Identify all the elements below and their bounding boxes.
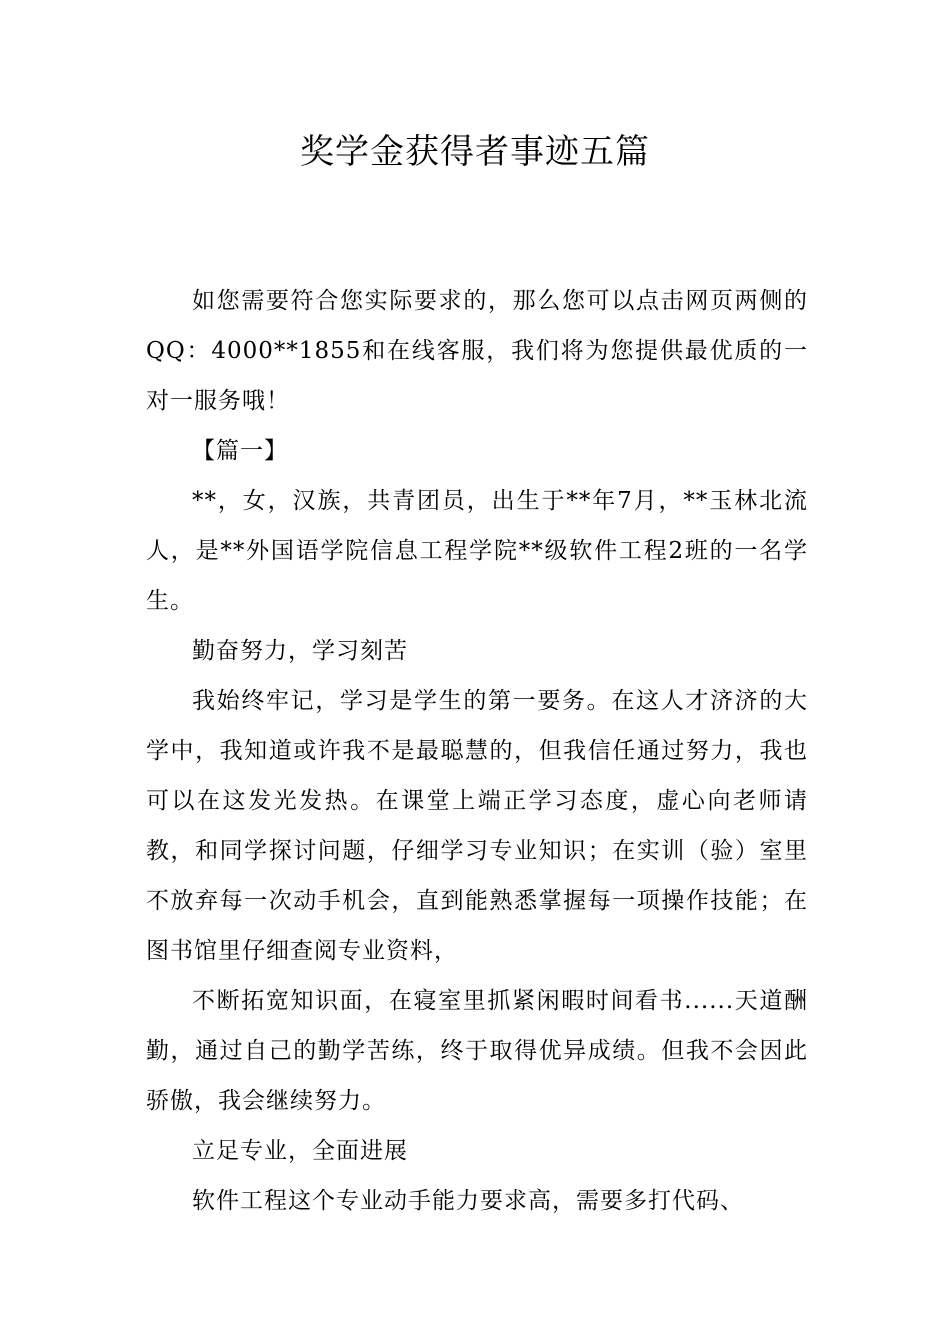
- study-paragraph: 我始终牢记，学习是学生的第一要务。在这人才济济的大学中，我知道或许我不是最聪慧的，但我信任通过努力，我也可以在这发光发热。在课堂上端正学习态度，虚心向老师请教，和同学探讨问题，仔细学习专业知识；在实训（验）室里不放弃每一次动手机会，直到能熟悉掌握每一项操作技能；在图书馆里仔细查阅专业资料，: [146, 688, 808, 964]
- subheading-professional-development: 立足专业，全面进展: [192, 1138, 408, 1164]
- intro-paragraph: 如您需要符合您实际要求的，那么您可以点击网页两侧的QQ：4000**1855和在线客服，我们将为您提供最优质的一对一服务哦！: [146, 288, 808, 414]
- knowledge-paragraph: 不断拓宽知识面，在寝室里抓紧闲暇时间看书......天道酬勤，通过自己的勤学苦练，终于取得优异成绩。但我不会因此骄傲，我会继续努力。: [146, 988, 808, 1114]
- profile-paragraph: **，女，汉族，共青团员，出生于**年7月，**玉林北流人，是**外国语学院信息工程学院**级软件工程2班的一名学生。: [146, 488, 808, 614]
- subheading-diligent-study: 勤奋努力，学习刻苦: [192, 638, 408, 664]
- software-engineering-paragraph: 软件工程这个专业动手能力要求高，需要多打代码、: [192, 1188, 744, 1214]
- document-body: [146, 276, 808, 1226]
- section-heading-part-one: 【篇一】: [192, 438, 288, 464]
- document-title: 奖学金获得者事迹五篇: [300, 132, 650, 172]
